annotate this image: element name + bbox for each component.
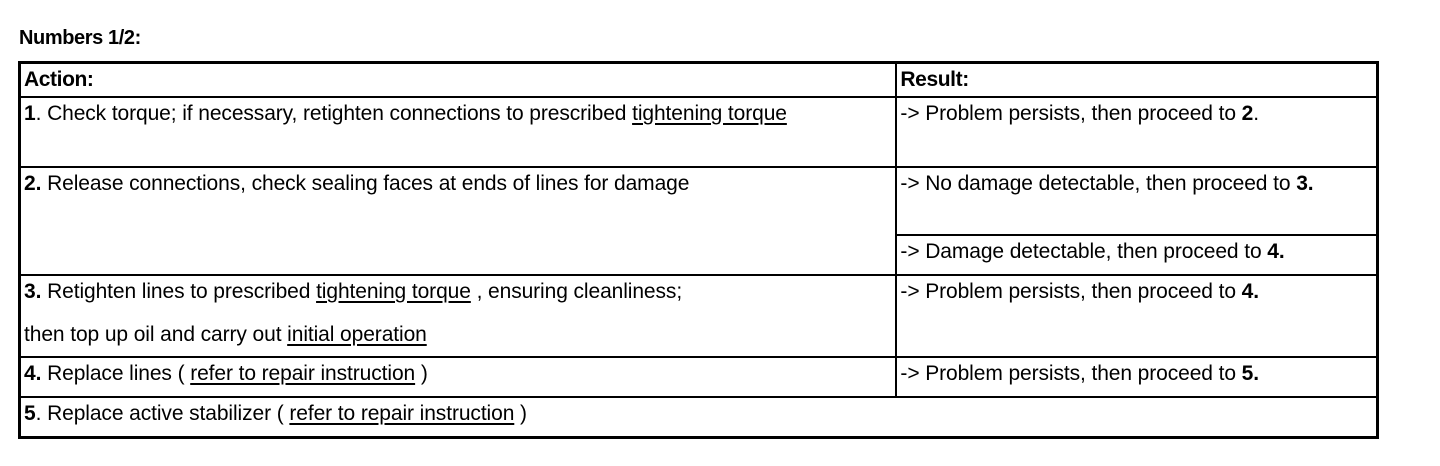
step-number: 5 [24,402,36,425]
result-cell-step-2-no-damage [896,167,1377,235]
action-text: Release connections, check sealing faces at ends of lines for damage [41,172,690,195]
action-column-header: Action: [20,63,897,98]
result-target: 3. [1296,172,1314,195]
action-cell-step-2 [20,167,897,275]
result-text: -> No damage detectable, then proceed to [900,172,1297,195]
action-text: Retighten lines to prescribed [41,280,317,303]
result-column-header: Result: [896,63,1377,98]
action-text-after: ) [514,402,527,425]
action-text: Replace lines ( [41,362,191,385]
result-cell-step-3 [896,275,1377,357]
repair-instruction-link[interactable]: refer to repair instruction [190,362,416,385]
action-text-after: , ensuring cleanliness; [470,280,683,303]
result-suffix: . [1253,102,1259,125]
result-cell-step-4 [896,357,1377,397]
action-text: . Check torque; if necessary, retighten connections to prescribed [35,102,633,125]
result-target: 5. [1241,362,1259,385]
table-row [20,167,1378,235]
troubleshooting-table [18,61,1379,439]
action-cell-step-5 [20,397,1378,438]
tightening-torque-link[interactable]: tightening torque [632,102,787,125]
page-title: Numbers 1/2: [19,27,141,49]
repair-instruction-link[interactable]: refer to repair instruction [289,402,515,425]
action-cell-step-4 [20,357,897,397]
tightening-torque-link[interactable]: tightening torque [316,280,471,303]
action-text-after: ) [415,362,428,385]
step-number: 1 [24,102,36,125]
step-number: 3. [24,280,42,303]
result-target: 4. [1241,280,1259,303]
result-text: -> Problem persists, then proceed to [900,280,1242,303]
result-text: -> Problem persists, then proceed to [900,102,1242,125]
table-row [20,357,1378,397]
result-target: 2 [1241,102,1254,125]
table-row [20,275,1378,357]
initial-operation-link[interactable]: initial operation [287,323,427,346]
table-row [20,97,1378,167]
result-target: 4. [1267,240,1285,263]
step-number: 4. [24,362,42,385]
action-line-2-text: then top up oil and carry out [24,323,288,346]
table-row [20,397,1378,438]
action-cell-step-1 [20,97,897,167]
action-line-2 [24,319,895,351]
action-text: . Replace active stabilizer ( [35,402,290,425]
result-cell-step-2-damage [896,235,1377,275]
action-cell-step-3 [20,275,897,357]
header-row [20,63,1378,98]
result-text: -> Damage detectable, then proceed to [900,240,1268,263]
result-cell-step-1 [896,97,1377,167]
step-number: 2. [24,172,42,195]
result-text: -> Problem persists, then proceed to [900,362,1242,385]
